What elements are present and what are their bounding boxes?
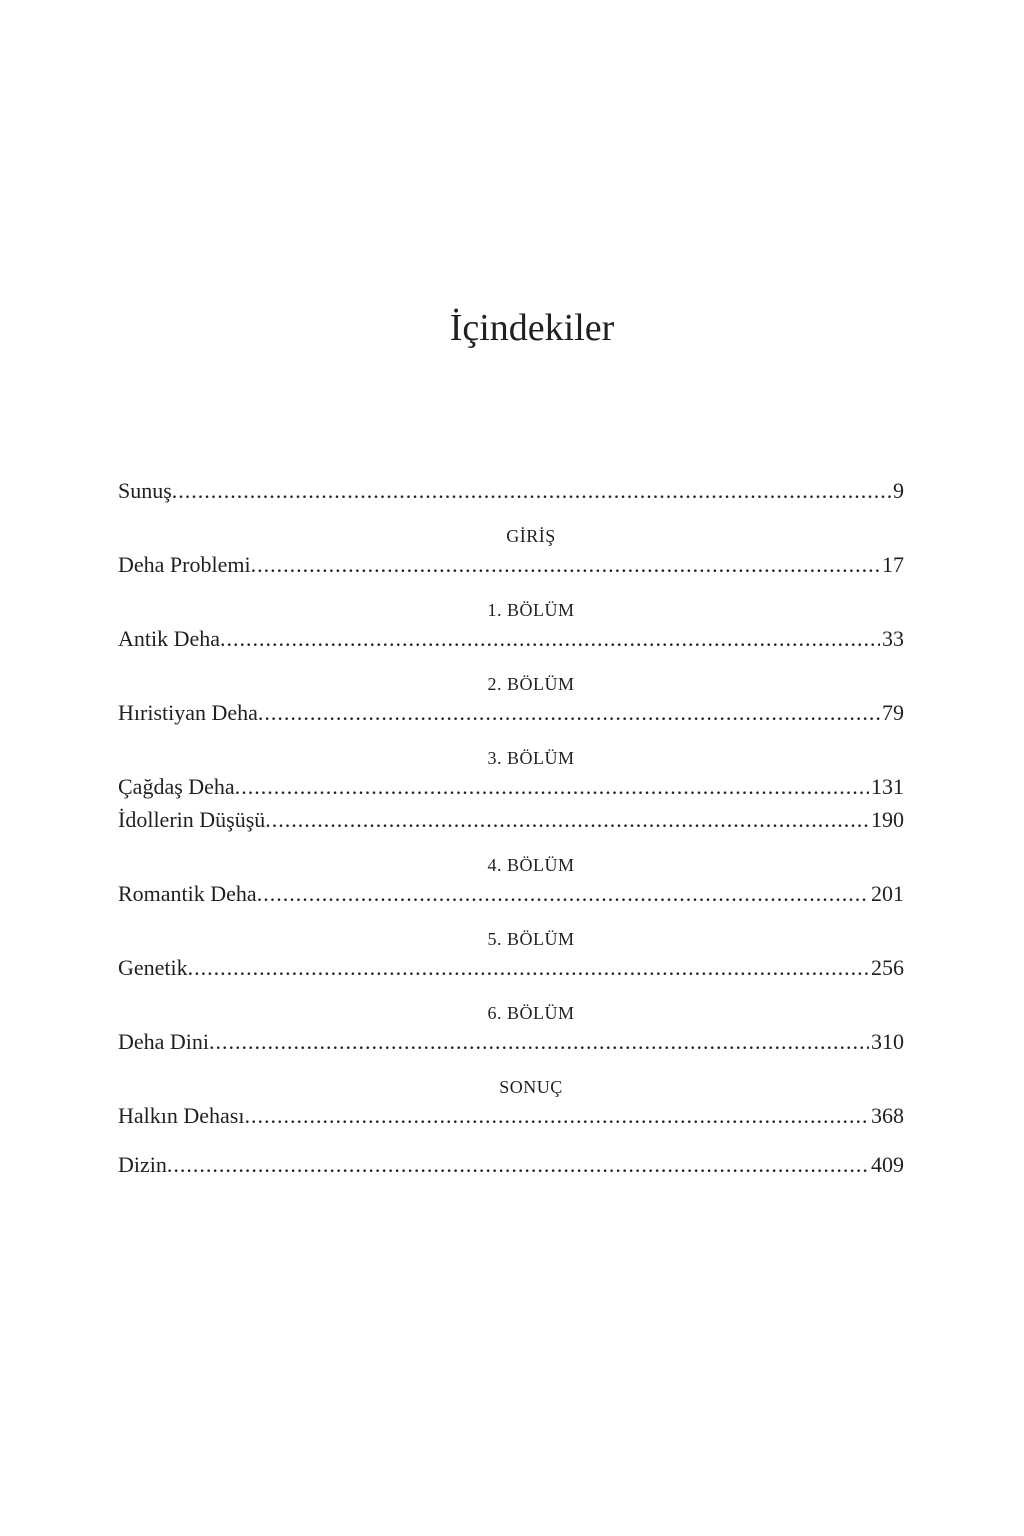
toc-entry-label: Sunuş: [118, 478, 172, 503]
dot-leader: [258, 696, 880, 729]
dot-leader: [188, 951, 869, 984]
toc-entry-page: 190: [871, 807, 904, 832]
toc-entry-label: Dizin: [118, 1152, 167, 1177]
toc-entry-label: Deha Problemi: [118, 552, 251, 577]
section-heading-bolum-4: 4. BÖLÜM: [487, 855, 575, 875]
dot-leader: [209, 1025, 869, 1058]
section-heading-bolum-1: 1. BÖLÜM: [487, 600, 575, 620]
dot-leader: [220, 622, 880, 655]
toc-entry-page: 79: [882, 700, 904, 725]
toc-entry-deha-problemi[interactable]: [118, 548, 904, 581]
toc-entry-dizin[interactable]: [118, 1148, 904, 1181]
section-heading-bolum-6: 6. BÖLÜM: [487, 1003, 575, 1023]
section-heading-bolum-5: 5. BÖLÜM: [487, 929, 575, 949]
toc-entry-hiristiyan-deha[interactable]: [118, 696, 904, 729]
toc-entry-label: Halkın Dehası: [118, 1103, 245, 1128]
section-heading-giris: GİRİŞ: [506, 526, 556, 546]
toc-entry-romantik-deha[interactable]: [118, 877, 904, 910]
toc-entry-idollerin-dususu[interactable]: [118, 803, 904, 836]
toc-entry-cagdas-deha[interactable]: [118, 770, 904, 803]
toc-entry-page: 368: [871, 1103, 904, 1128]
dot-leader: [244, 1099, 869, 1132]
dot-leader: [257, 877, 869, 910]
toc-entry-page: 201: [871, 881, 904, 906]
table-of-contents: [118, 474, 904, 1181]
toc-entry-page: 17: [882, 552, 904, 577]
spacer: [118, 1132, 904, 1148]
dot-leader: [172, 474, 891, 507]
dot-leader: [265, 803, 869, 836]
toc-entry-page: 256: [871, 955, 904, 980]
toc-entry-deha-dini[interactable]: [118, 1025, 904, 1058]
toc-entry-page: 131: [871, 774, 904, 799]
toc-entry-label: Genetik: [118, 955, 188, 980]
toc-entry-label: İdollerin Düşüşü: [118, 807, 266, 832]
section-heading-bolum-2: 2. BÖLÜM: [487, 674, 575, 694]
section-heading-sonuc: SONUÇ: [499, 1077, 563, 1097]
toc-entry-label: Hıristiyan Deha: [118, 700, 258, 725]
toc-entry-halkin-dehasi[interactable]: [118, 1099, 904, 1132]
toc-entry-page: 33: [882, 626, 904, 651]
toc-entry-page: 310: [871, 1029, 904, 1054]
toc-entry-page: 409: [871, 1152, 904, 1177]
toc-entry-antik-deha[interactable]: [118, 622, 904, 655]
page-title: İçindekiler: [449, 307, 615, 349]
toc-entry-sunus[interactable]: [118, 474, 904, 507]
dot-leader: [167, 1148, 869, 1181]
toc-entry-label: Çağdaş Deha: [118, 774, 235, 799]
toc-entry-genetik[interactable]: [118, 951, 904, 984]
toc-entry-label: Romantik Deha: [118, 881, 257, 906]
toc-entry-page: 9: [893, 478, 904, 503]
dot-leader: [235, 770, 869, 803]
section-heading-bolum-3: 3. BÖLÜM: [487, 748, 575, 768]
toc-entry-label: Deha Dini: [118, 1029, 210, 1054]
toc-entry-label: Antik Deha: [118, 626, 221, 651]
dot-leader: [251, 548, 880, 581]
